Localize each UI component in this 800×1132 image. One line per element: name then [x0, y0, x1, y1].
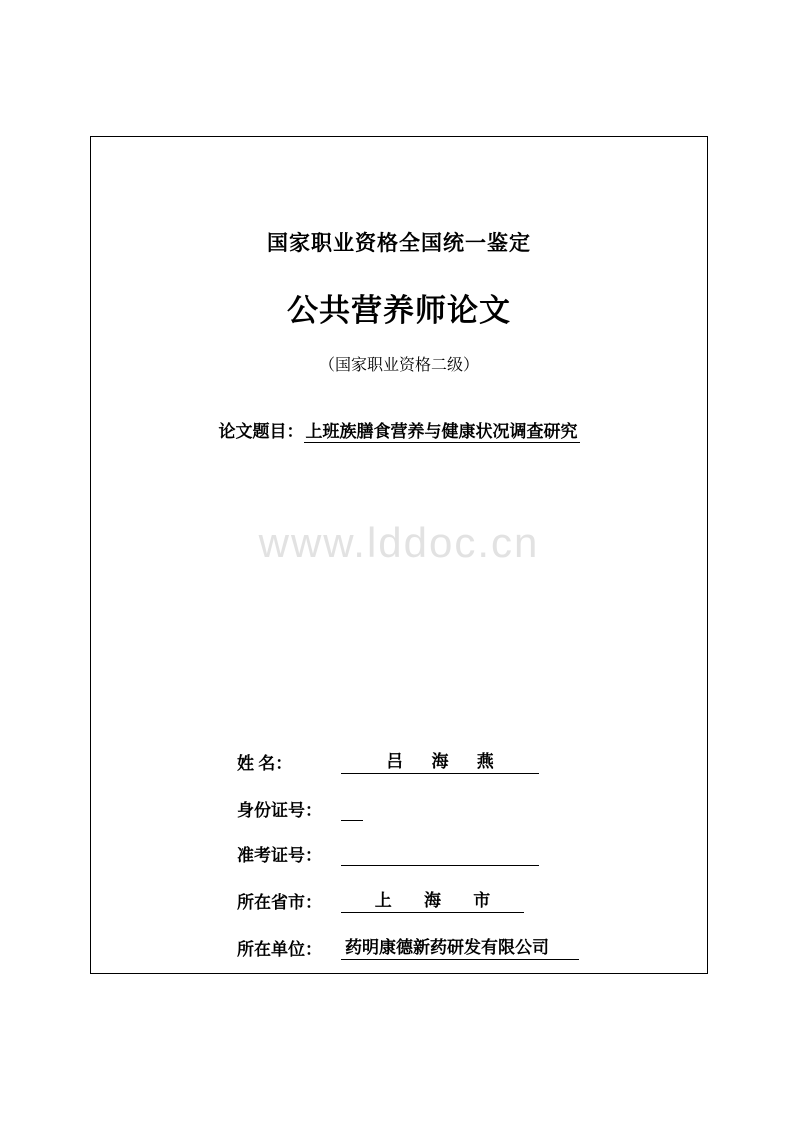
field-value-id-number	[341, 799, 363, 821]
field-value-province-city: 上 海 市	[341, 886, 524, 913]
field-label-name: 姓 名：	[237, 754, 293, 773]
cover-fields	[237, 747, 657, 980]
field-label-province-city: 所在省市：	[237, 893, 322, 912]
field-label-exam-number: 准考证号：	[237, 846, 322, 865]
field-label-id-number: 身份证号：	[237, 801, 322, 820]
thesis-topic-label: 论文题目：	[218, 422, 304, 441]
field-row-name	[237, 747, 657, 774]
thesis-topic-row	[91, 417, 707, 442]
field-row-id-number	[237, 796, 657, 821]
field-value-exam-number	[341, 844, 539, 866]
field-value-name: 吕 海 燕	[341, 747, 539, 774]
watermark-text: www.lddoc.cn	[258, 519, 540, 566]
page-subtitle: （国家职业资格二级）	[318, 357, 479, 374]
cover-page-frame	[90, 136, 708, 974]
field-row-organization	[237, 933, 657, 960]
field-label-organization: 所在单位：	[237, 940, 322, 959]
thesis-topic-value: 上班族膳食营养与健康状况调查研究	[305, 422, 578, 441]
field-row-exam-number	[237, 841, 657, 866]
page-title: 公共营养师论文	[287, 293, 511, 328]
page-header-line: 国家职业资格全国统一鉴定	[267, 232, 531, 255]
field-row-province-city	[237, 886, 657, 913]
field-value-organization: 药明康德新药研发有限公司	[341, 933, 579, 960]
